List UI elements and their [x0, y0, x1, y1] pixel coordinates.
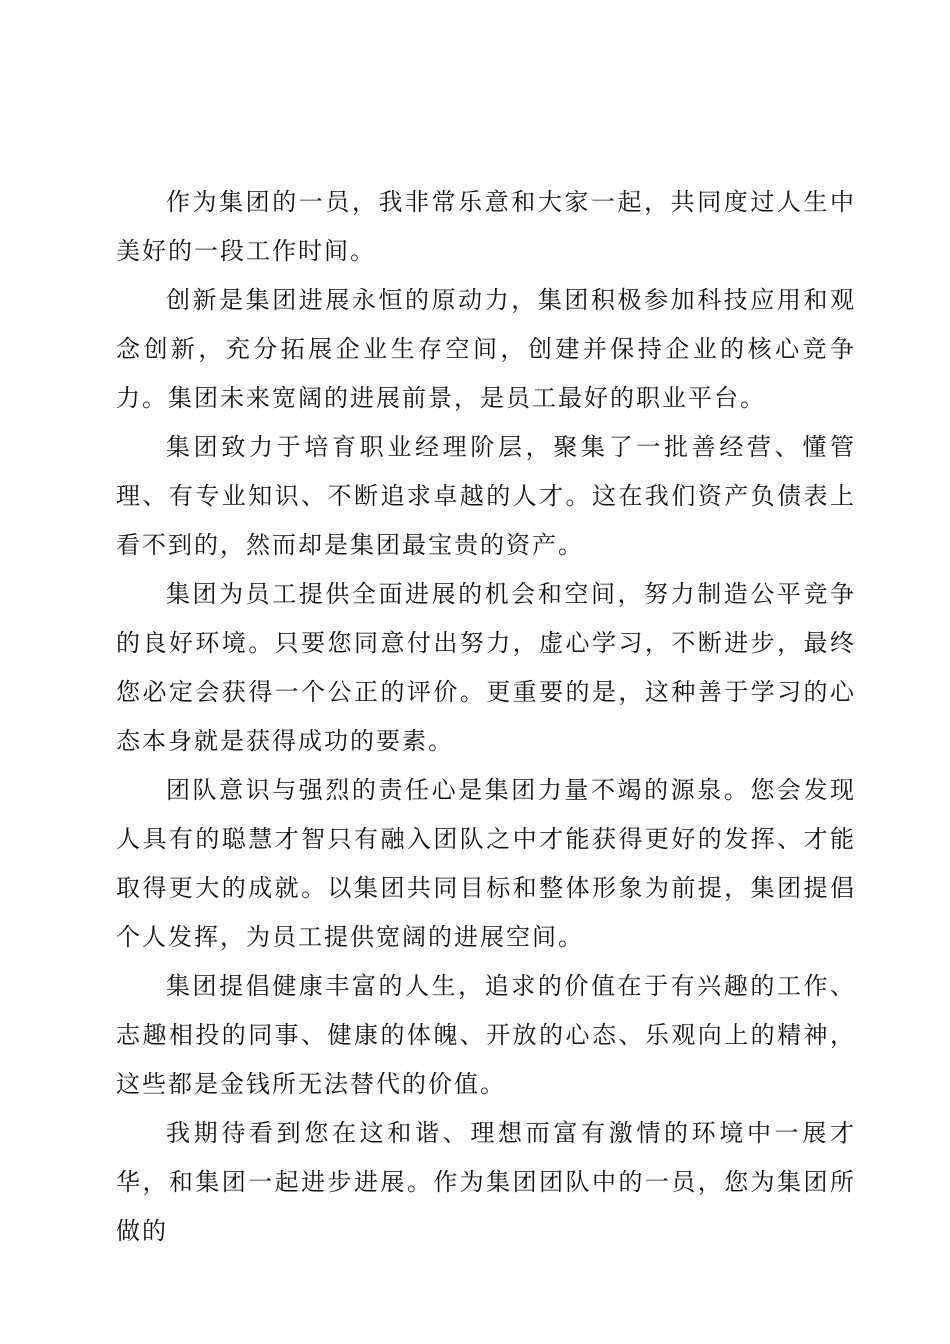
paragraph-5: 团队意识与强烈的责任心是集团力量不竭的源泉。您会发现人具有的聪慧才智只有融入团队之中才能获得更好的发挥、才能取得更大的成就。以集团共同目标和整体形象为前提，集团提倡个人发挥，为员工提供宽阔的进展空间。: [116, 776, 856, 951]
paragraph-1: 作为集团的一员，我非常乐意和大家一起，共同度过人生中美好的一段工作时间。: [116, 188, 856, 265]
paragraph-3: 集团致力于培育职业经理阶层，聚集了一批善经营、懂管理、有专业知识、不断追求卓越的人才。这在我们资产负债表上看不到的，然而却是集团最宝贵的资产。: [116, 433, 856, 559]
paragraph-7: 我期待看到您在这和谐、理想而富有激情的环境中一展才华，和集团一起进步进展。作为集团团队中的一员，您为集团所做的: [116, 1119, 856, 1245]
document-body: [116, 178, 856, 1256]
paragraph-4: 集团为员工提供全面进展的机会和空间，努力制造公平竞争的良好环境。只要您同意付出努力，虚心学习，不断进步，最终您必定会获得一个公正的评价。更重要的是，这种善于学习的心态本身就是获得成功的要素。: [116, 580, 856, 755]
paragraph-2: 创新是集团进展永恒的原动力，集团积极参加科技应用和观念创新，充分拓展企业生存空间，创建并保持企业的核心竞争力。集团未来宽阔的进展前景，是员工最好的职业平台。: [116, 286, 856, 412]
paragraph-6: 集团提倡健康丰富的人生，追求的价值在于有兴趣的工作、志趣相投的同事、健康的体魄、开放的心态、乐观向上的精神，这些都是金钱所无法替代的价值。: [116, 972, 856, 1098]
